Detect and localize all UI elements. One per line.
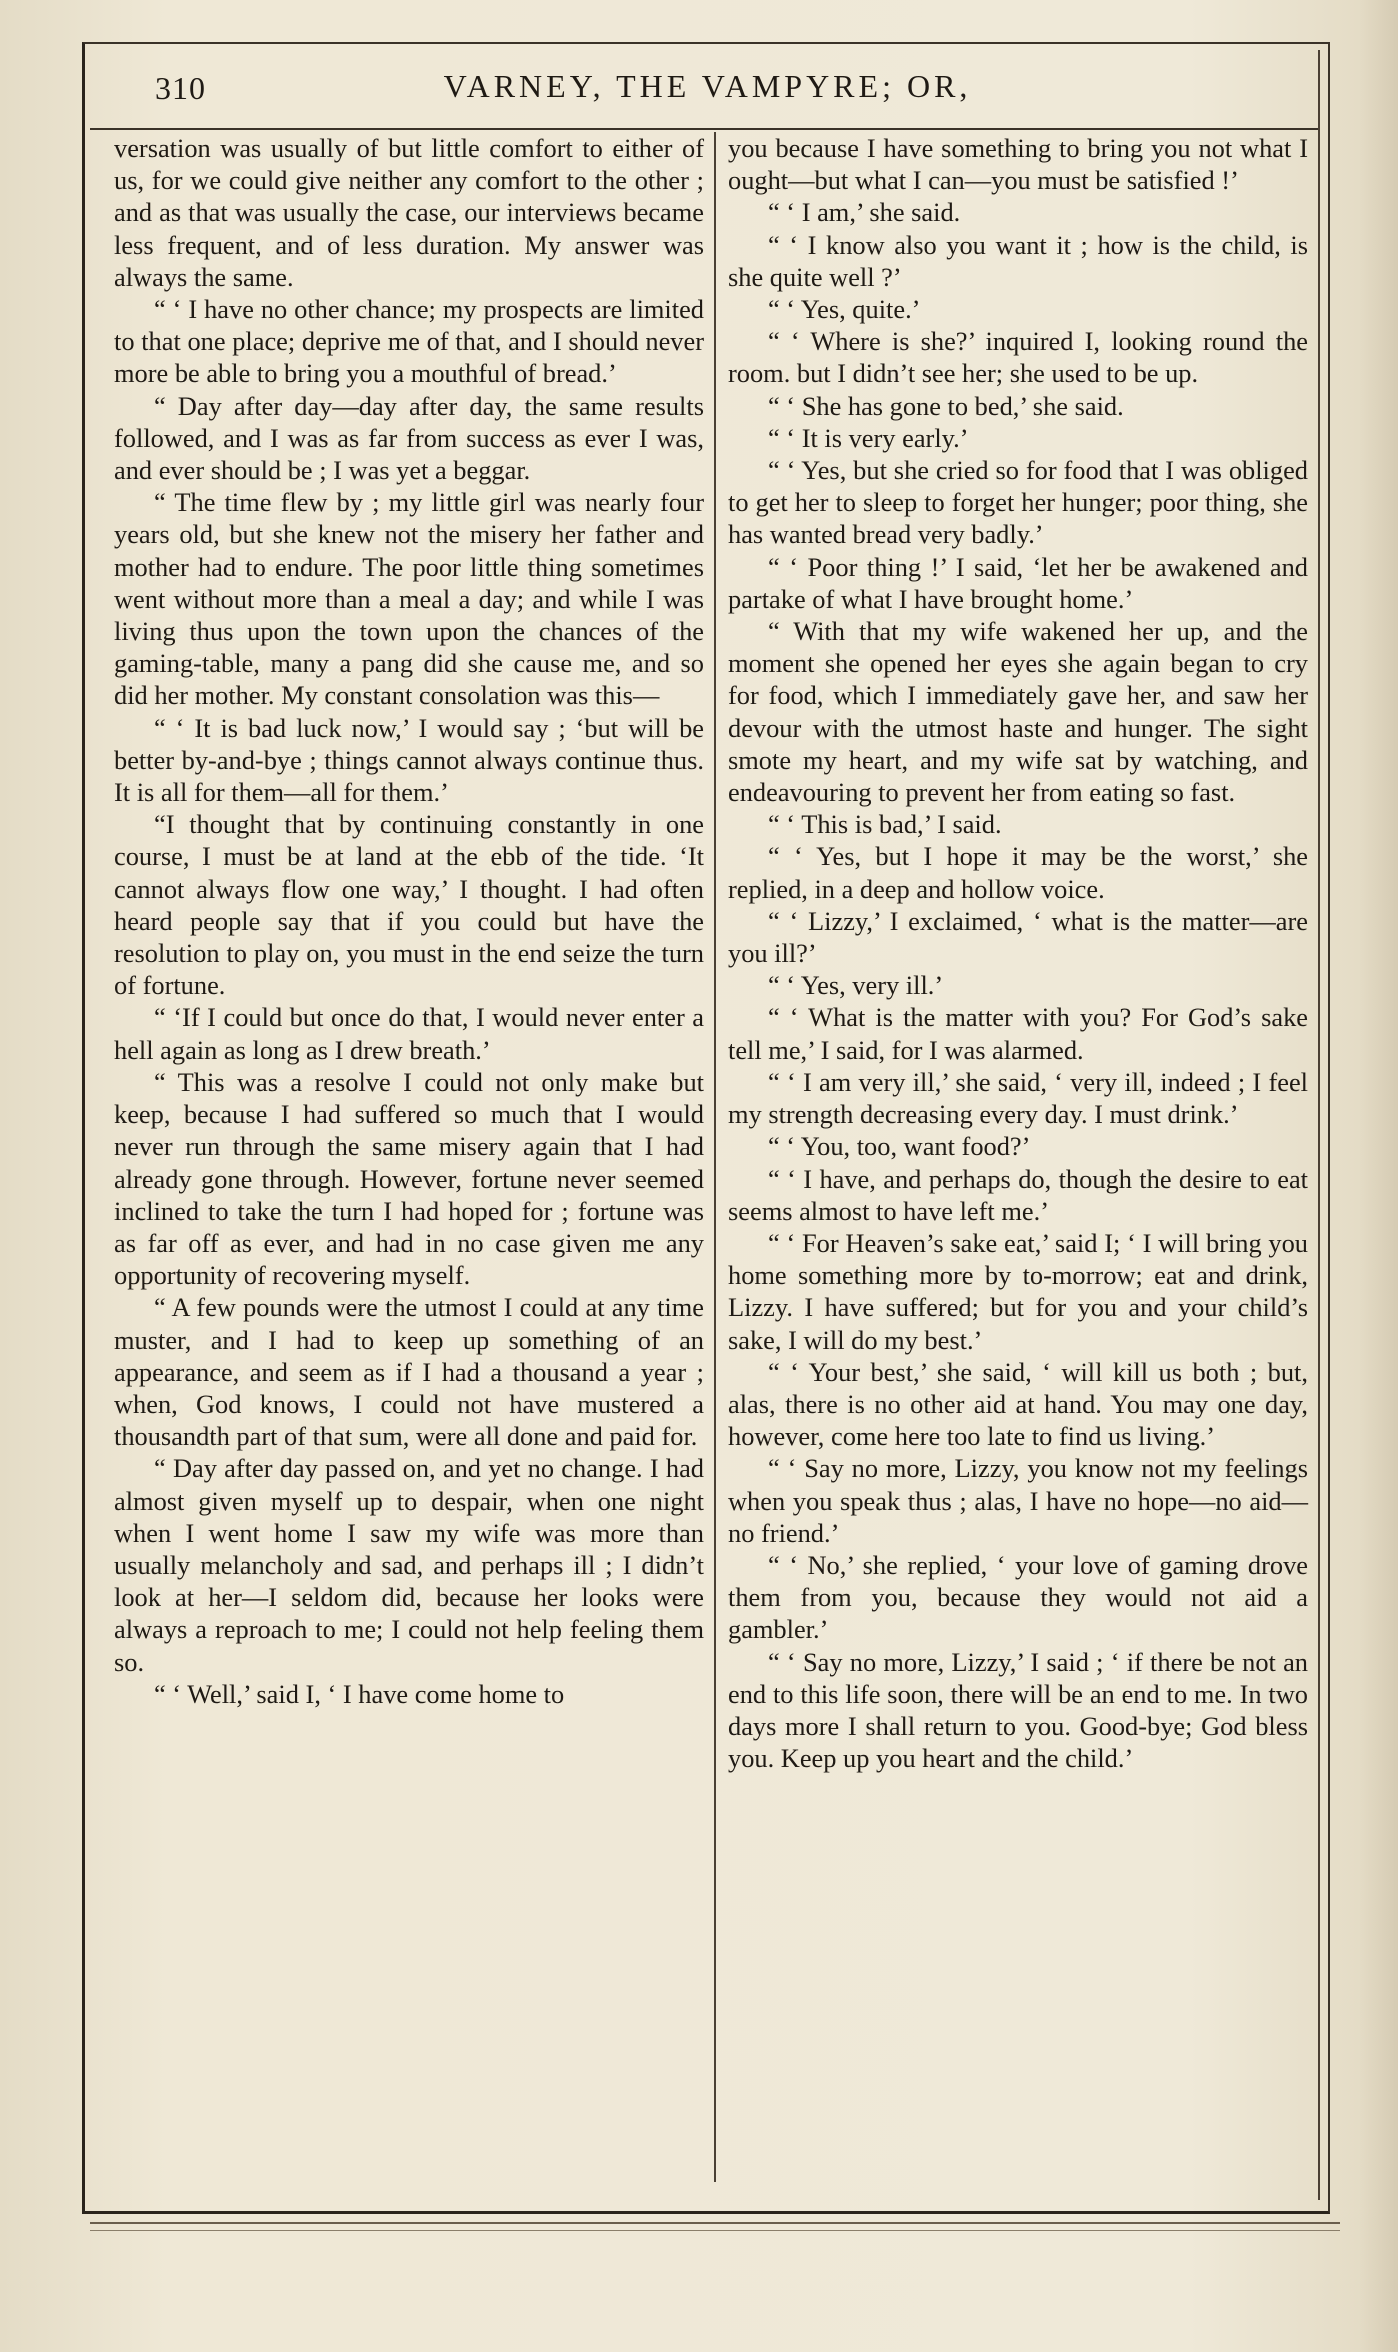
paragraph: “ ‘ Yes, but I hope it may be the worst,’ she replied, in a deep and hollow voice. xyxy=(728,841,1308,904)
paragraph: “I thought that by continuing constantly in one course, I must be at land at the ebb of the tide. ‘It cannot always flow one way,’ I thought. I had often heard people say that if you could but have the resolution to play on, you must in the end seize the turn of fortune. xyxy=(114,809,704,1001)
paragraph: “ ‘ Yes, quite.’ xyxy=(768,294,921,325)
paragraph: “ ‘ It is bad luck now,’ I would say ; ‘but will be better by-and-bye ; things cannot always continue thus. It is all for them—all for them.’ xyxy=(114,712,704,808)
right-border-rule xyxy=(1318,50,1320,2200)
running-head: VARNEY, THE VAMPYRE; OR, xyxy=(443,68,972,104)
paragraph: “ ‘ I have no other chance; my prospects are limited to that one place; deprive me of that, and I should never more be able to bring you a mouthful of bread.’ xyxy=(114,294,704,389)
paragraph: “ ‘ Say no more, Lizzy,’ I said ; ‘ if there be not an end to this life soon, there will be an end to me. In two days more I shall return to you. Good-bye; God bless you. Keep up you heart and the child.’ xyxy=(728,1646,1308,1774)
right-column xyxy=(728,132,1308,1774)
paragraph: “ ‘ You, too, want food?’ xyxy=(768,1131,1031,1162)
paragraph: “ ‘ For Heaven’s sake eat,’ said I; ‘ I will bring you home something more by to-morrow; eat and drink, Lizzy. I have suffered; but for you and your child’s sake, I will do my best.’ xyxy=(728,1227,1308,1355)
paragraph: “ ‘ I have, and perhaps do, though the desire to eat seems almost to have left me.’ xyxy=(728,1163,1308,1226)
paragraph: “ ‘ This is bad,’ I said. xyxy=(768,809,1002,840)
paragraph: you because I have something to bring you not what I ought—but what I can—you must be satisfied !’ xyxy=(728,133,1308,196)
header-rule xyxy=(90,128,1318,130)
paragraph: “ ‘If I could but once do that, I would never enter a hell again as long as I drew breath.’ xyxy=(114,1002,704,1065)
paragraph: versation was usually of but little comfort to either of us, for we could give neither any comfort to the other ; and as that was usually the case, our interviews became less frequent, and of less duration. My answer was always the same. xyxy=(114,133,704,292)
paragraph: “ The time flew by ; my little girl was nearly four years old, but she knew not the misery her father and mother had to endure. The poor little thing sometimes went without more than a meal a day; and while I was living thus upon the town upon the chances of the gaming-table, many a pang did she cause me, and so did her mother. My constant consolation was this— xyxy=(114,487,704,711)
column-divider xyxy=(714,132,716,2182)
paragraph: “ Day after day—day after day, the same results followed, and I was as far from success as ever I was, and ever should be ; I was yet a beggar. xyxy=(114,390,704,486)
paragraph: “ ‘ What is the matter with you? For God’s sake tell me,’ I said, for I was alarmed. xyxy=(728,1002,1308,1065)
paragraph: “ ‘ I know also you want it ; how is the child, is she quite well ?’ xyxy=(728,229,1308,292)
paragraph: “ ‘ Poor thing !’ I said, ‘let her be awakened and partake of what I have brought home.’ xyxy=(728,551,1308,614)
bottom-rule xyxy=(90,2222,1340,2224)
paragraph: “ ‘ Well,’ said I, ‘ I have come home to xyxy=(154,1678,565,1709)
paragraph: “ ‘ Where is she?’ inquired I, looking round the room. but I didn’t see her; she used to be up. xyxy=(728,326,1308,389)
paragraph: “ ‘ Yes, very ill.’ xyxy=(768,970,944,1001)
paragraph: “ ‘ Yes, but she cried so for food that I was obliged to get her to sleep to forget her hunger; poor thing, she has wanted bread very badly.’ xyxy=(728,455,1308,550)
paragraph: “ A few pounds were the utmost I could at any time muster, and I had to keep up something of an appearance, and seem as if I had a thousand a year ; when, God knows, I could not have mustered a thousandth part of that sum, were all done and paid for. xyxy=(114,1292,704,1452)
page-number: 310 xyxy=(155,70,206,106)
page-header xyxy=(100,62,1315,122)
page-edge-shadow xyxy=(1358,0,1398,2352)
left-column xyxy=(114,132,704,1710)
paragraph: “ ‘ She has gone to bed,’ she said. xyxy=(768,390,1124,421)
paragraph: “ ‘ Your best,’ she said, ‘ will kill us both ; but, alas, there is no other aid at hand. You may one day, however, come here too late to find us living.’ xyxy=(728,1356,1308,1452)
paragraph: “ This was a resolve I could not only make but keep, because I had suffered so much that I would never run through the same misery again that I had already gone through. However, fortune never seemed inclined to take the turn I had hoped for ; fortune was as far off as ever, and had in no case given me any opportunity of recovering myself. xyxy=(114,1066,704,1291)
paragraph: “ ‘ Lizzy,’ I exclaimed, ‘ what is the matter—are you ill?’ xyxy=(728,905,1308,969)
bottom-rule-thin xyxy=(90,2230,1340,2231)
paragraph: “ ‘ Say no more, Lizzy, you know not my feelings when you speak thus ; alas, I have no hope—no aid—no friend.’ xyxy=(728,1453,1308,1548)
paragraph: “ ‘ I am very ill,’ she said, ‘ very ill, indeed ; I feel my strength decreasing every day. I must drink.’ xyxy=(728,1066,1308,1130)
paragraph: “ With that my wife wakened her up, and the moment she opened her eyes she again began to cry for food, which I immediately gave her, and saw her devour with the utmost haste and hunger. The sight smote my heart, and my wife sat by watching, and endeavouring to prevent her from eating so fast. xyxy=(728,616,1308,808)
paragraph: “ ‘ It is very early.’ xyxy=(768,422,969,453)
paragraph: “ ‘ I am,’ she said. xyxy=(768,197,961,228)
paragraph: “ ‘ No,’ she replied, ‘ your love of gaming drove them from you, because they would not aid a gambler.’ xyxy=(728,1549,1308,1645)
paragraph: “ Day after day passed on, and yet no change. I had almost given myself up to despair, when one night when I went home I saw my wife was more than usually melancholy and sad, and perhaps ill ; I didn’t look at her—I seldom did, because her looks were always a reproach to me; I could not help feeling them so. xyxy=(114,1453,704,1677)
